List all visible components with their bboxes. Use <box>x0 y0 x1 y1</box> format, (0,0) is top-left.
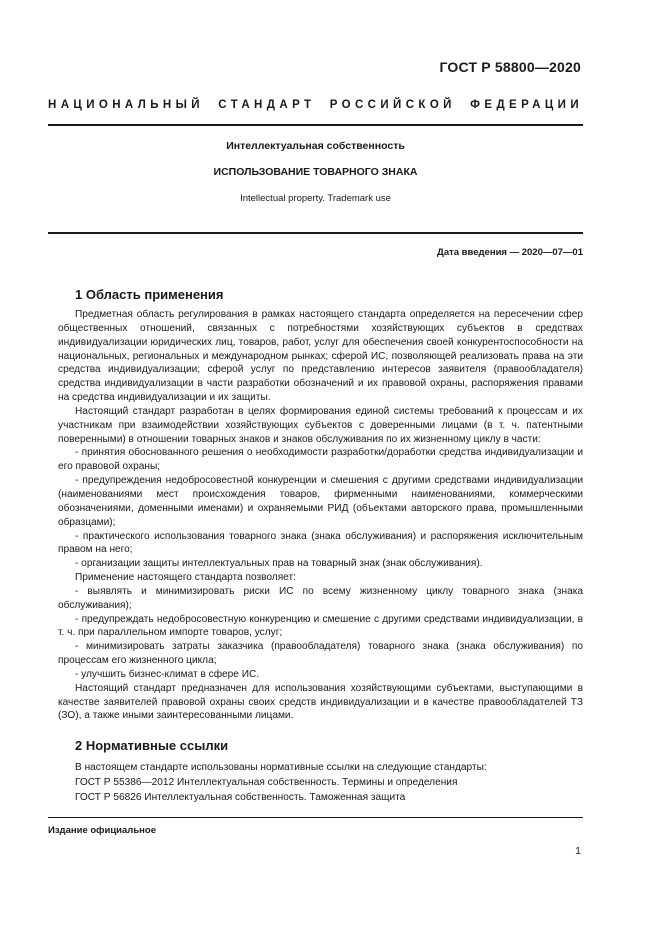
introduction-date: Дата введения — 2020—07—01 <box>437 247 583 258</box>
page-number: 1 <box>575 845 581 857</box>
list-item: - улучшить бизнес-климат в сфере ИС. <box>75 668 260 680</box>
list-item: - выявлять и минимизировать риски ИС по всему жизненному циклу товарного знака (знака обслуживания); <box>58 585 583 611</box>
paragraph: Настоящий стандарт разработан в целях формирования единой системы требований к процессам и их участникам при взаимодействии хозяйствующих субъектов с доверенными лицами (в т. ч. патентными поверенными) в отношении товарных знаков и знаков обслуживания по их жизненному циклу в части: <box>58 405 583 445</box>
document-title: ИСПОЛЬЗОВАНИЕ ТОВАРНОГО ЗНАКА <box>213 166 418 178</box>
standard-type-line: НАЦИОНАЛЬНЫЙ СТАНДАРТ РОССИЙСКОЙ ФЕДЕРАЦИИ <box>48 99 583 111</box>
list-item: - минимизировать затраты заказчика (правообладателя) товарного знака (знака обслуживания) по процессам его жизненного цикла; <box>58 641 583 667</box>
list-item: - принятия обоснованного решения о необходимости разработки/доработки средства индивидуализации и его правовой охраны; <box>58 447 583 473</box>
paragraph: В настоящем стандарте использованы нормативные ссылки на следующие стандарты: <box>75 762 487 773</box>
section-body-references <box>75 760 487 805</box>
document-code: ГОСТ Р 58800—2020 <box>439 59 581 75</box>
edition-label: Издание официальное <box>48 825 156 836</box>
subject-field: Интеллектуальная собственность <box>226 140 405 152</box>
list-item: - организации защиты интеллектуальных прав на товарный знак (знак обслуживания). <box>75 558 483 570</box>
paragraph: Применение настоящего стандарта позволяет: <box>75 572 296 584</box>
footer-divider <box>48 817 583 818</box>
list-item: - практического использования товарного знака (знака обслуживания) и распоряжения исключительным правом на него; <box>58 530 583 556</box>
title-divider <box>48 232 583 234</box>
paragraph: Предметная область регулирования в рамках настоящего стандарта определяется на пересечении сфер общественных отношений, связанных с потребностями хозяйствующих субъектов в средствах индивидуализации юридических лиц, товаров, работ, услуг для обеспечения своей конкурентоспособности на национальных, региональных и международном рынках; сферой ИС, позволяющей реализовать права на эти средства индивидуализации; сферой услуг по представлению интересов заявителя (правообладателя) средства индивидуализации в части разработки обозначений и их правовой охраны, распоряжения правами на средства индивидуализации и их защиты. <box>58 309 583 404</box>
reference-item: ГОСТ Р 55386—2012 Интеллектуальная собственность. Термины и определения <box>75 777 458 788</box>
document-title-english: Intellectual property. Trademark use <box>240 193 391 204</box>
list-item: - предупреждения недобросовестной конкуренции и смешения с другими средствами индивидуализации (наименованиями мест происхождения товаров, фирменными наименованиями, коммерческими обозначениями, доменными именами) и охраняемыми РИД (объектами авторского права, промышленными образцами); <box>58 475 583 528</box>
paragraph: Настоящий стандарт предназначен для использования хозяйствующими субъектами, выступающими в качестве заявителей правовой охраны своих средств индивидуализации и в качестве правообладателей ТЗ (ЗО), а также иными заинтересованными лицами. <box>58 682 583 722</box>
top-divider <box>48 124 583 126</box>
list-item: - предупреждать недобросовестную конкуренцию и смешение с другими средствами индивидуализации, в т. ч. при параллельном импорте товаров, услуг; <box>58 613 583 639</box>
reference-item: ГОСТ Р 56826 Интеллектуальная собственность. Таможенная защита <box>75 792 406 803</box>
section-heading-scope: 1 Область применения <box>75 287 224 302</box>
section-body-scope <box>58 308 583 723</box>
section-heading-references: 2 Нормативные ссылки <box>75 738 229 753</box>
